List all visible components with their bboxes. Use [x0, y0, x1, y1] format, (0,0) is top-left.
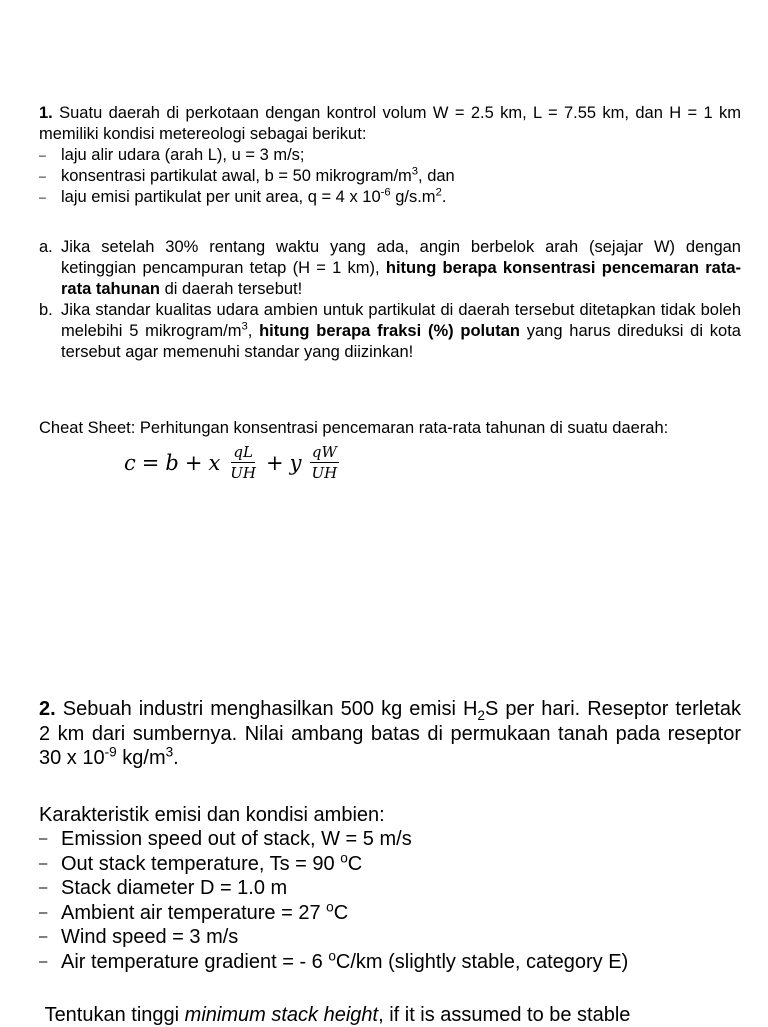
question-2-number: 2. — [39, 698, 56, 720]
concentration-formula: c = b + x $\frac{qL}{UH}$ + y $\frac{qW}{UH}$ — [124, 443, 338, 482]
list-item: – konsentrasi partikulat awal, b = 50 mikrogram/$m^3$, dan — [39, 165, 455, 185]
list-item: – Out stack temperature, Ts = 90 $^o$C — [39, 849, 363, 875]
list-item: – laju emisi partikulat per unit area, q = 4 x $10^{-6}$ $g/s.m^2$. — [39, 186, 447, 206]
question-1-intro-text: Suatu daerah di perkotaan dengan kontrol volum W = 2.5 km, L = 7.55 km, dan H = 1 km memiliki kondisi metereologi sebagai berikut: — [39, 104, 741, 143]
list-item: – Wind speed = 3 m/s — [39, 926, 239, 948]
cheat-sheet: Cheat Sheet: Perhitungan konsentrasi pencemaran rata-rata tahunan di suatu daerah: — [39, 419, 669, 437]
sub-questions — [39, 237, 741, 363]
list-item: – Emission speed out of stack, W = 5 m/s — [39, 828, 412, 850]
conditions-list — [39, 145, 741, 208]
question-2-task-cutoff: Tentukan tinggi minimum stack height, if it is assumed to be stable — [44, 1004, 631, 1026]
list-item: – Stack diameter D = 1.0 m — [39, 877, 288, 899]
list-item: – laju alir udara (arah L), u = 3 m/s; — [39, 146, 305, 164]
fraction-ql-uh: $\frac{qL}{UH}$ — [230, 443, 257, 482]
emission-characteristics-list — [39, 827, 741, 974]
question-1-intro — [39, 103, 741, 145]
sub-question-b: b. Jika standar kualitas udara ambien untuk partikulat di daerah tersebut ditetapkan tidak boleh melebihi 5 mikrogram/$m^3$, hitung berapa fraksi (%) polutan yang harus direduksi di kota tersebut agar memenuhi standar yang diizinkan! — [39, 301, 741, 361]
question-1-number: 1. — [39, 104, 53, 122]
sub-question-a: a. Jika setelah 30% rentang waktu yang ada, angin berbelok arah (sejajar W) dengan ketinggian pencampuran tetap (H = 1 km), hitung berapa konsentrasi pencemaran rata-rata tahunan di daerah tersebut! — [39, 238, 741, 298]
emission-characteristics-title: Karakteristik emisi dan kondisi ambien: — [39, 804, 385, 826]
list-item: – Ambient air temperature = 27 $^o$C — [39, 898, 349, 924]
fraction-qw-uh: $\frac{qW}{UH}$ — [311, 443, 338, 482]
question-2-intro: 2. Sebuah industri menghasilkan 500 kg emisi $H_2S$ per hari. Reseptor terletak 2 km dari sumbernya. Nilai ambang batas di permukaan tanah pada reseptor 30 x $10^{-9}$ $kg/m^3$. — [39, 698, 742, 769]
list-item: – Air temperature gradient = - 6 $^o$C/km (slightly stable, category E) — [39, 947, 629, 973]
